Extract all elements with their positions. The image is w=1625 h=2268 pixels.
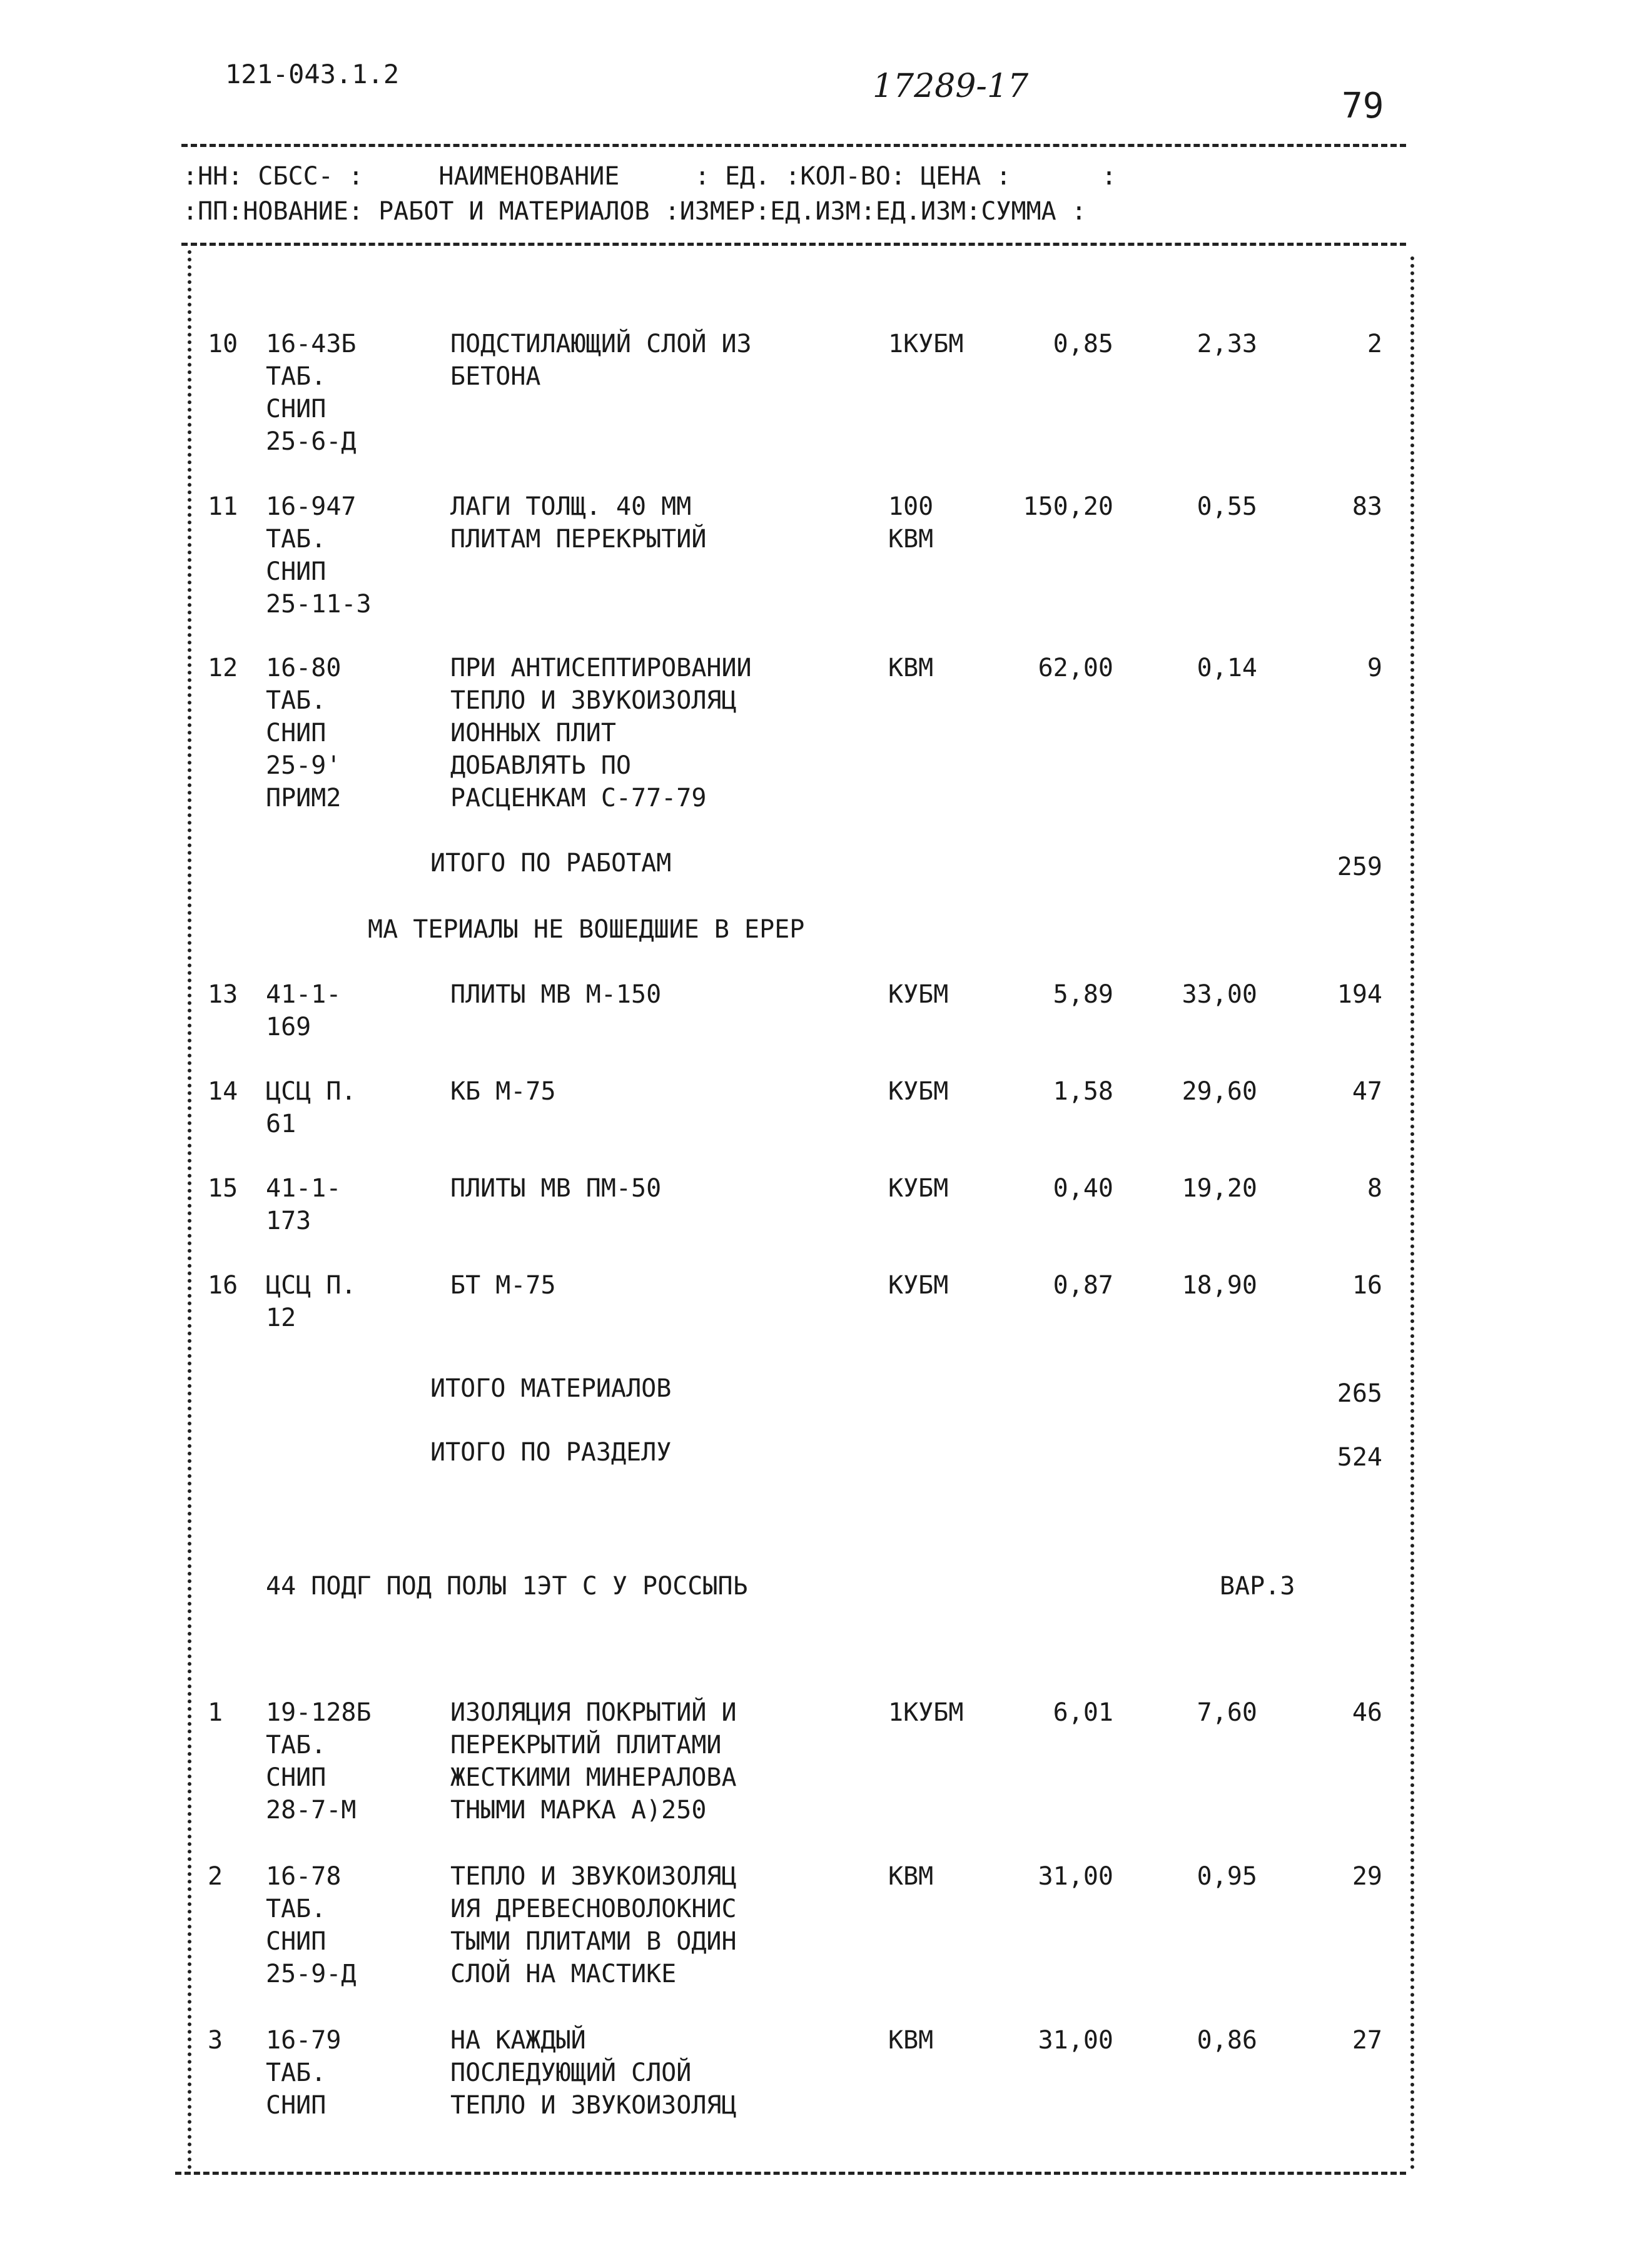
row-unit-line: КВМ (888, 2026, 934, 2055)
table-header-line2: :ПП:НОВАНИЕ: РАБОТ И МАТЕРИАЛОВ :ИЗМЕР:ЕД.ИЗМ:ЕД.ИЗМ:СУММА : (183, 197, 1086, 226)
row-sum: 8 (1367, 1174, 1382, 1203)
row-code-line: 16-947 (266, 492, 357, 521)
row-number: 3 (208, 2026, 223, 2055)
row-number: 10 (208, 330, 238, 358)
row-sum: 194 (1337, 980, 1382, 1009)
row-code-line: 25-9' (266, 751, 342, 780)
row-name-line: ПЛИТЫ МВ ПМ-50 (450, 1174, 662, 1203)
row-name-line: ПРИ АНТИСЕПТИРОВАНИИ (450, 654, 752, 682)
row-price: 0,86 (1197, 2026, 1257, 2055)
row-name-line: ПЛИТАМ ПЕРЕКРЫТИЙ (450, 525, 707, 554)
row-unit-line: 100 (888, 492, 934, 521)
row-code-line: ТАБ. (266, 1731, 327, 1759)
row-name-line: ТЕПЛО И ЗВУКОИЗОЛЯЦ (450, 686, 737, 715)
row-quantity: 31,00 (1038, 2026, 1113, 2055)
row-price: 2,33 (1197, 330, 1257, 358)
table-top-border (181, 144, 1406, 147)
row-quantity: 150,20 (1023, 492, 1113, 521)
total-works-label: ИТОГО ПО РАБОТАМ (430, 849, 672, 878)
row-code-line: 25-11-3 (266, 590, 372, 619)
row-price: 18,90 (1182, 1271, 1257, 1300)
row-sum: 47 (1352, 1077, 1382, 1106)
doc-code: 121-043.1.2 (225, 59, 400, 89)
row-quantity: 62,00 (1038, 654, 1113, 682)
section-44-title: 44 ПОДГ ПОД ПОЛЫ 1ЭТ С У РОССЫПЬ (266, 1572, 748, 1601)
handwritten-number: 17289-17 (873, 68, 1029, 105)
row-code-line: СНИП (266, 1763, 327, 1792)
row-code-line: СНИП (266, 719, 327, 747)
row-price: 29,60 (1182, 1077, 1257, 1106)
total-section-label: ИТОГО ПО РАЗДЕЛУ (430, 1438, 672, 1467)
row-name-line: КБ М-75 (450, 1077, 556, 1106)
row-name-line: БТ М-75 (450, 1271, 556, 1300)
row-code-line: ПРИМ2 (266, 784, 342, 813)
row-price: 0,14 (1197, 654, 1257, 682)
row-sum: 29 (1352, 1862, 1382, 1891)
row-code-line: 12 (266, 1304, 296, 1332)
row-name-line: ИЯ ДРЕВЕСНОВОЛОКНИС (450, 1895, 737, 1923)
table-header-line1: :НН: СБСС- : НАИМЕНОВАНИЕ : ЕД. :КОЛ-ВО: ЦЕНА : : (183, 162, 1117, 191)
row-name-line: РАСЦЕНКАМ С-77-79 (450, 784, 707, 813)
row-code-line: 19-128Б (266, 1698, 372, 1727)
table-right-border (1410, 256, 1414, 2170)
row-quantity: 5,89 (1053, 980, 1113, 1009)
row-number: 1 (208, 1698, 223, 1727)
row-code-line: СНИП (266, 1927, 327, 1956)
row-unit-line: КУБМ (888, 980, 949, 1009)
row-code-line: ЦСЦ П. (266, 1077, 357, 1106)
row-unit-line: КВМ (888, 1862, 934, 1891)
row-unit-line: 1КУБМ (888, 1698, 964, 1727)
materials-heading: МА ТЕРИАЛЫ НЕ ВОШЕДШИЕ В ЕРЕР (368, 915, 805, 944)
row-name-line: ЛАГИ ТОЛЩ. 40 ММ (450, 492, 692, 521)
row-price: 7,60 (1197, 1698, 1257, 1727)
row-quantity: 0,40 (1053, 1174, 1113, 1203)
total-works-sum: 259 (1337, 853, 1382, 881)
row-code-line: 41-1- (266, 980, 342, 1009)
row-price: 33,00 (1182, 980, 1257, 1009)
row-name-line: ТНЫМИ МАРКА А)250 (450, 1796, 707, 1825)
row-number: 15 (208, 1174, 238, 1203)
row-code-line: 16-80 (266, 654, 342, 682)
row-unit-line: КУБМ (888, 1174, 949, 1203)
header-bottom-border (181, 243, 1406, 246)
row-name-line: ТЫМИ ПЛИТАМИ В ОДИН (450, 1927, 737, 1956)
row-name-line: ТЕПЛО И ЗВУКОИЗОЛЯЦ (450, 1862, 737, 1891)
row-code-line: ТАБ. (266, 525, 327, 554)
row-code-line: ТАБ. (266, 1895, 327, 1923)
row-number: 13 (208, 980, 238, 1009)
row-price: 0,95 (1197, 1862, 1257, 1891)
row-code-line: ТАБ. (266, 2058, 327, 2087)
row-code-line: СНИП (266, 557, 327, 586)
row-code-line: 61 (266, 1110, 296, 1138)
page-number: 79 (1342, 86, 1384, 126)
row-code-line: СНИП (266, 395, 327, 423)
row-code-line: 28-7-М (266, 1796, 357, 1825)
row-unit-line: КВМ (888, 525, 934, 554)
total-materials-label: ИТОГО МАТЕРИАЛОВ (430, 1374, 672, 1403)
row-number: 12 (208, 654, 238, 682)
row-sum: 16 (1352, 1271, 1382, 1300)
row-name-line: СЛОЙ НА МАСТИКЕ (450, 1960, 677, 1988)
total-section-sum: 524 (1337, 1443, 1382, 1472)
row-code-line: 169 (266, 1013, 311, 1041)
row-name-line: ПЛИТЫ МВ М-150 (450, 980, 662, 1009)
row-price: 0,55 (1197, 492, 1257, 521)
row-unit-line: КУБМ (888, 1077, 949, 1106)
row-name-line: ЖЕСТКИМИ МИНЕРАЛОВА (450, 1763, 737, 1792)
row-name-line: БЕТОНА (450, 362, 541, 391)
table-bottom-border (175, 2172, 1406, 2175)
row-quantity: 6,01 (1053, 1698, 1113, 1727)
table-left-border (188, 250, 191, 2170)
row-quantity: 0,87 (1053, 1271, 1113, 1300)
row-sum: 9 (1367, 654, 1382, 682)
row-code-line: СНИП (266, 2091, 327, 2120)
row-unit-line: КВМ (888, 654, 934, 682)
row-name-line: ПОДСТИЛАЮЩИЙ СЛОЙ ИЗ (450, 330, 752, 358)
row-sum: 46 (1352, 1698, 1382, 1727)
row-unit-line: 1КУБМ (888, 330, 964, 358)
row-code-line: ТАБ. (266, 686, 327, 715)
row-sum: 2 (1367, 330, 1382, 358)
row-name-line: ПЕРЕКРЫТИЙ ПЛИТАМИ (450, 1731, 722, 1759)
row-name-line: ДОБАВЛЯТЬ ПО (450, 751, 631, 780)
row-unit-line: КУБМ (888, 1271, 949, 1300)
row-sum: 27 (1352, 2026, 1382, 2055)
row-code-line: 25-6-Д (266, 427, 357, 456)
row-price: 19,20 (1182, 1174, 1257, 1203)
row-number: 11 (208, 492, 238, 521)
row-code-line: 25-9-Д (266, 1960, 357, 1988)
row-code-line: 16-78 (266, 1862, 342, 1891)
row-name-line: ТЕПЛО И ЗВУКОИЗОЛЯЦ (450, 2091, 737, 2120)
row-number: 2 (208, 1862, 223, 1891)
row-code-line: ТАБ. (266, 362, 327, 391)
section-44-variant: ВАР.3 (1220, 1572, 1295, 1601)
row-quantity: 31,00 (1038, 1862, 1113, 1891)
row-number: 16 (208, 1271, 238, 1300)
row-sum: 83 (1352, 492, 1382, 521)
row-number: 14 (208, 1077, 238, 1106)
row-code-line: ЦСЦ П. (266, 1271, 357, 1300)
row-code-line: 16-43Б (266, 330, 357, 358)
row-code-line: 173 (266, 1207, 311, 1235)
row-name-line: ПОСЛЕДУЮЩИЙ СЛОЙ (450, 2058, 692, 2087)
row-code-line: 16-79 (266, 2026, 342, 2055)
row-quantity: 0,85 (1053, 330, 1113, 358)
row-quantity: 1,58 (1053, 1077, 1113, 1106)
row-name-line: ИОННЫХ ПЛИТ (450, 719, 616, 747)
total-materials-sum: 265 (1337, 1379, 1382, 1408)
row-name-line: ИЗОЛЯЦИЯ ПОКРЫТИЙ И (450, 1698, 737, 1727)
row-code-line: 41-1- (266, 1174, 342, 1203)
row-name-line: НА КАЖДЫЙ (450, 2026, 586, 2055)
